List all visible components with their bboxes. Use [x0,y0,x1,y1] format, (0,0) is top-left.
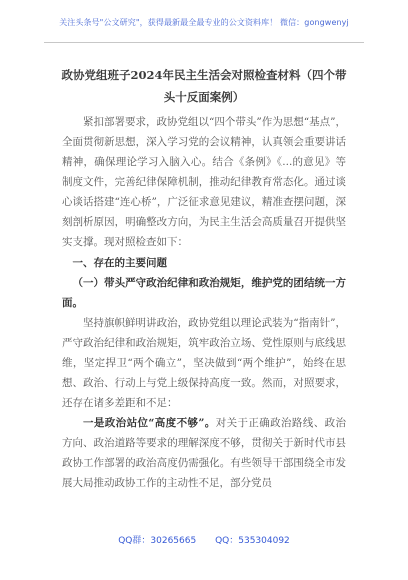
body-paragraph: 坚持旗帜鲜明讲政治，政协党组以理论武装为“指南针”，严守政治纪律和政治规矩，筑牢政治立场、党性原则与底线思维，坚定捍卫“两个确立”，坚决做到“两个维护”，始终在思想、政治、行动上与党上级保持高度一致。然而，对照要求，还存在诸多差距和不足： [62,317,346,409]
document-title: 政协党组班子2024年民主生活会对照检查材料（四个带头十反面案例） [61,68,347,104]
point-lead: 一是政治站位“高度不够”。 [83,417,216,429]
header-divider [44,42,364,43]
header-promo: 关注头条号"公文研究"，获得最新最全最专业的公文资料库！ 微信：gongwenyj [59,18,349,27]
footer-qq: QQ：535304092 [215,536,290,546]
document-body [62,112,346,493]
intro-paragraph: 紧扣部署要求，政协党组以“四个带头”作为思想“基点”，全面贯彻新思想，深入学习党的会议精神，认真领会重要讲话精神，确保理论学习入脑入心。结合《条例》《...的意见》等制度文件，完善纪律保障机制，推动纪律教育常态化。通过谈心谈话搭建“连心桥”，广泛征求意见建议，精准查摆问题，深刻剖析原因，明确整改方向，为民主生活会高质量召开提供坚实支撑。现对照检查如下： [62,116,346,248]
point-paragraph [62,413,346,493]
section-heading: 一、存在的主要问题 [72,257,167,269]
footer-contact [0,533,408,546]
point-text: 对关于正确政治路线、政治方向、政治道路等要求的理解深度不够，贯彻关于新时代市县政协工作部署的政治高度仍需强化。有些领导干部围绕全市发展大局推动政协工作的主动性不足，部分党员 [62,417,346,489]
footer-qq-group: QQ群：30265665 [118,536,197,546]
subsection-heading: （一）带头严守政治纪律和政治规矩，维护党的团结统一方面。 [62,277,346,309]
